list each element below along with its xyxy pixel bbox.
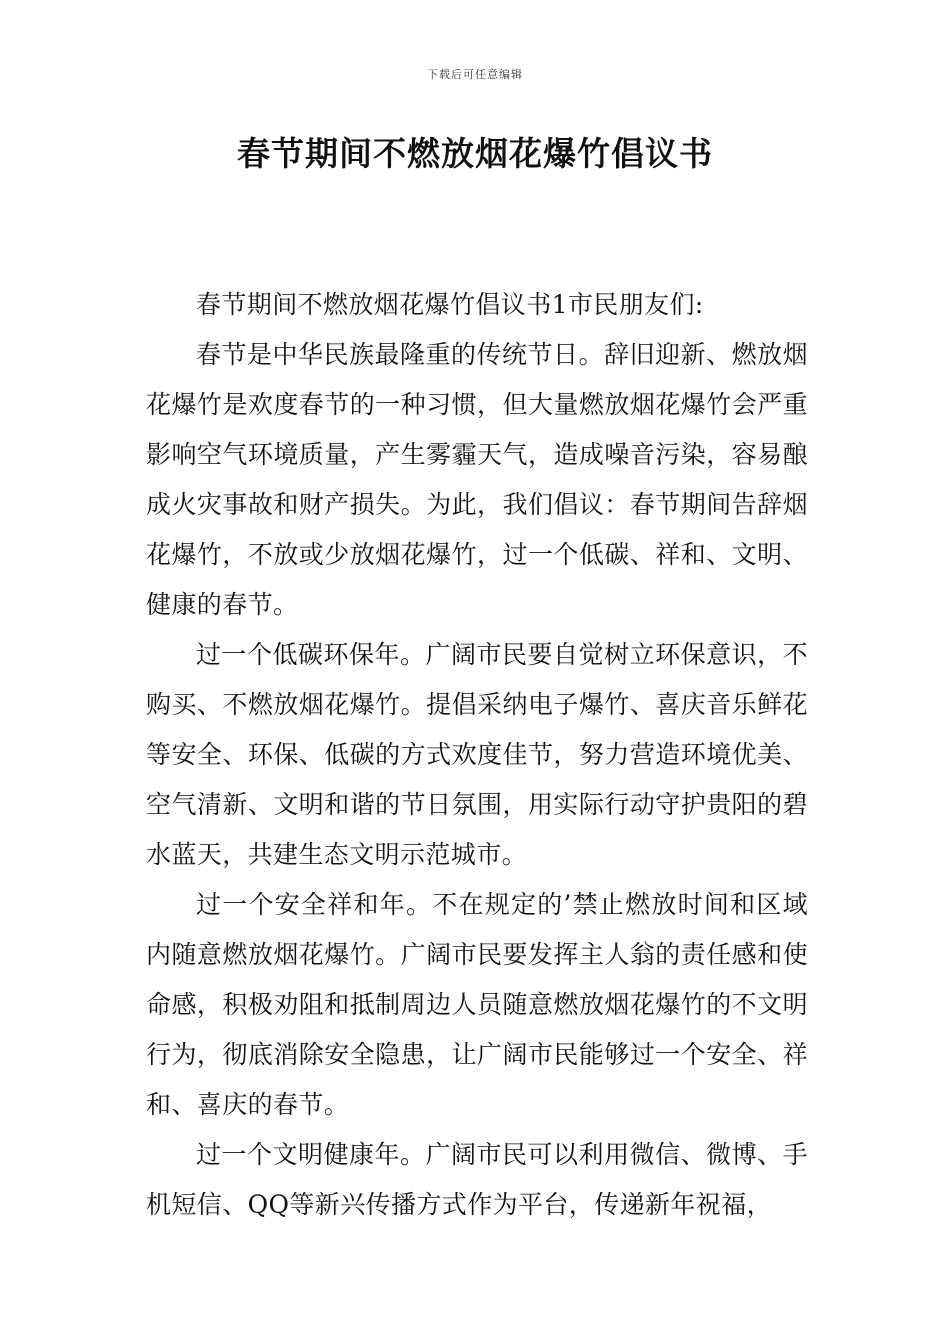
- paragraph-salutation: 春节期间不燃放烟花爆竹倡议书1市民朋友们:: [196, 290, 704, 319]
- paragraph-intro: 春节是中华民族最隆重的传统节日。辞旧迎新、燃放烟花爆竹是欢度春节的一种习惯，但大量燃放烟花爆竹会严重影响空气环境质量，产生雾霾天气，造成噪音污染，容易酿成火灾事故和财产损失。为此，我们倡议：春节期间告辞烟花爆竹，不放或少放烟花爆竹，过一个低碳、祥和、文明、健康的春节。: [146, 340, 808, 619]
- paragraph-low-carbon: 过一个低碳环保年。广阔市民要自觉树立环保意识，不购买、不燃放烟花爆竹。提倡采纳电子爆竹、喜庆音乐鲜花等安全、环保、低碳的方式欢度佳节，努力营造环境优美、空气清新、文明和谐的节日氛围，用实际行动守护贵阳的碧水蓝天，共建生态文明示范城市。: [146, 640, 808, 869]
- paragraph-safety: 过一个安全祥和年。不在规定的’禁止燃放时间和区域内随意燃放烟花爆竹。广阔市民要发挥主人翁的责任感和使命感，积极劝阻和抵制周边人员随意燃放烟花爆竹的不文明行为，彻底消除安全隐患，让广阔市民能够过一个安全、祥和、喜庆的春节。: [146, 890, 808, 1119]
- paragraph-civilized: 过一个文明健康年。广阔市民可以利用微信、微博、手机短信、QQ等新兴传播方式作为平台，传递新年祝福，: [146, 1140, 808, 1219]
- document-body: [146, 280, 808, 1230]
- header-note: 下载后可任意编辑: [427, 68, 523, 81]
- document-title: 春节期间不燃放烟花爆竹倡议书: [237, 134, 713, 173]
